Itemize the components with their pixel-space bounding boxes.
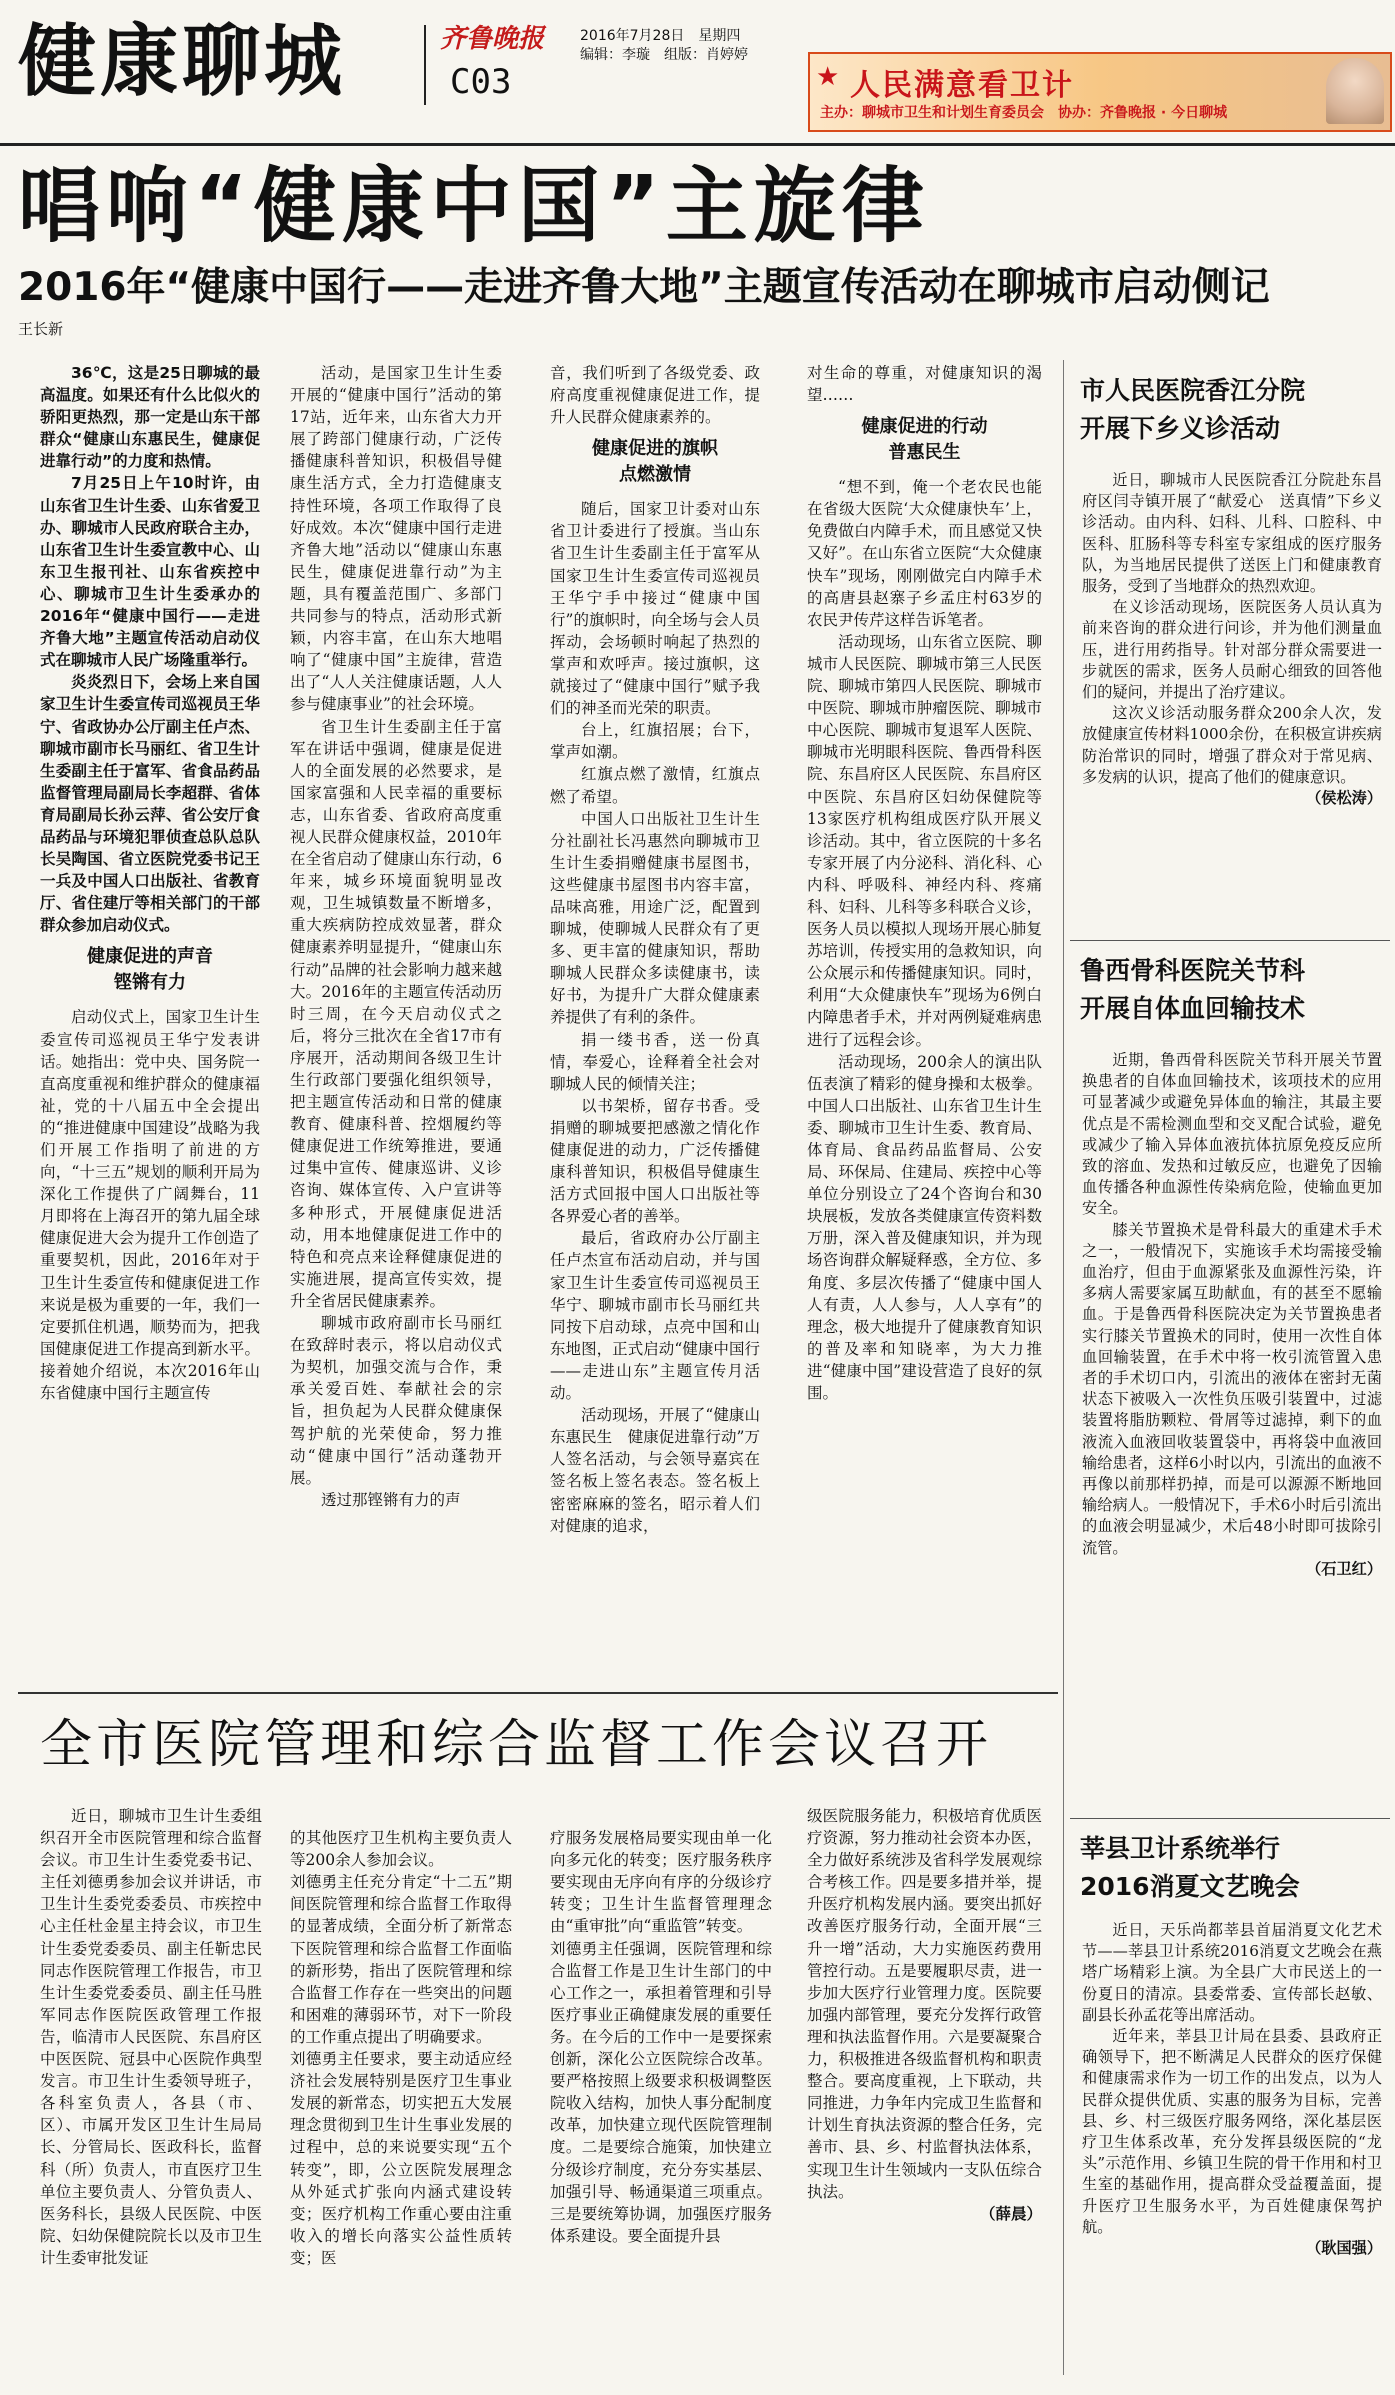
paragraph: “想不到，俺一个老农民也能在省级大医院‘大众健康快车’上，免费做白内障手术，而且感觉又快又好”。在山东省立医院“大众健康快车”现场，刚刚做完白内障手术的高唐县赵寨子乡孟庄村63岁的农民尹传芹这样告诉笔者。 (807, 478, 1042, 629)
paragraph: 膝关节置换术是骨科最大的重建术手术之一，一般情况下，实施该手术均需接受输血治疗，但由于血源紧张及血源性污染，许多病人需要家属互助献血，有的甚至不愿输血。于是鲁西骨科医院决定为关节置换患者实行膝关节置换术的同时，使用一次性自体血回输装置，在手术中将一枚引流管置入患者的手术切口内，引流出的液体在密封无菌状态下被吸入一次性负压吸引装置中，过滤装置将脂肪颗粒、骨屑等过滤掉，剩下的血液流入血液回收装置袋中，再将袋中血液回输给患者，这样6小时以内，引流出的血液不再像以前那样扔掉，而是可以源源不断地回输给病人。一般情况下，手术6小时后引流出的血液会明显减少，术后48小时即可拔除引流管。 (1082, 1220, 1382, 1557)
paragraph: 活动现场，山东省立医院、聊城市人民医院、聊城市第三人民医院、聊城市第四人民医院、聊城市中医院、聊城市肿瘤医院、聊城市中心医院、聊城市复退军人医院、聊城市光明眼科医院、鲁西骨科医院、东昌府区人民医院、东昌府区中医院、东昌府区妇幼保健院等13家医疗机构组成医疗队开展义诊活动。其中，省立医院的十多名专家开展了内分泌科、消化科、心内科、呼吸科、神经内科、疼痛科、妇科、儿科等多科联合义诊，医务人员以模拟人现场开展心肺复苏培训，传授实用的急救知识，向公众展示和传播健康知识。同时，利用“大众健康快车”现场为6例白内障患者手术，并对两例疑难病患进行了远程会诊。 (807, 632, 1042, 1049)
paragraph: 近日，天乐尚都莘县首届消夏文化艺术节——莘县卫计系统2016消夏文艺晚会在燕塔广场精彩上演。为全县广大市民送上的一份夏日的清凉。县委常委、宣传部长赵敏、副县长孙孟花等出席活动。 (1082, 1921, 1382, 2024)
article-column-3 (550, 362, 760, 1687)
article-column-2 (290, 362, 502, 1687)
article-column-1 (40, 362, 260, 1687)
article2-column-2 (290, 1805, 512, 2380)
divider (424, 25, 426, 105)
section-heading: 健康促进的旗帜 点燃激情 (592, 438, 718, 486)
paragraph: 最后，省政府办公厅副主任卢杰宣布活动启动，并与国家卫生计生委宣传司巡视员王华宁、聊城市副市长马丽红共同按下启动球，点亮中国和山东地图，正式启动“健康中国行——走进山东”主题宣传月活动。 (550, 1229, 760, 1403)
paragraph: 疗服务发展格局要实现由单一化向多元化的转变；医疗服务秩序要实现由无序向有序的分级诊疗转变；卫生计生监督管理理念由“重审批”向“重监管”转变。 刘德勇主任强调，医院管理和综合监督工作是卫生计生部门的中心工作之一，承担着管理和引导医疗事业正确健康发展的重要任务。在今后的工作中一是要探索创新，深化公立医院综合改革。要严格按照上级要求积极调整医院收入结构，加快人事分配制度改革，加快建立现代医院管理制度。二是要综合施策，加快建立分级诊疗制度，充分夯实基层、加强引导、畅通渠道三项重点。三是要统筹协调，加强医疗服务体系建设。要全面提升县 (550, 1829, 772, 2245)
paragraph: 活动现场，开展了“健康山东惠民生 健康促进靠行动”万人签名活动，与会领导嘉宾在签名板上签名表态。签名板上密密麻麻的签名，昭示着人们对健康的追求， (550, 1406, 760, 1535)
column-divider (1063, 360, 1064, 2375)
paragraph: 启动仪式上，国家卫生计生委宣传司巡视员王华宁发表讲话。她指出：党中央、国务院一直高度重视和维护群众的健康福祉，党的十八届五中全会提出的“推进健康中国建设”战略为我们开展工作指明了前进的方向，“十三五”规划的顺利开局为深化工作提供了广阔舞台，11月即将在上海召开的第九届全球健康促进大会为提升工作创造了重要契机，因此，2016年对于卫生计生委宣传和健康促进工作来说是极为重要的一年，我们一定要抓住机遇，顺势而为，把我国健康促进工作提高到新水平。接着她介绍说，本次2016年山东省健康中国行主题宣传 (40, 1008, 260, 1403)
author-signature: （耿国强） (1306, 2239, 1382, 2258)
paragraph: 随后，国家卫计委对山东省卫计委进行了授旗。当山东省卫生计生委副主任于富军从国家卫生计生委宣传司巡视员王华宁手中接过“健康中国行”的旗帜时，向全场与会人员挥动，会场顿时响起了热烈的掌声和欢呼声。接过旗帜，这就接过了“健康中国行”赋予我们的神圣而光荣的职责。 (550, 500, 760, 718)
paragraph: 中国人口出版社卫生计生分社副社长冯惠然向聊城市卫生计生委捐赠健康书屋图书，这些健康书屋图书内容丰富，品味高雅，用途广泛，配置到聊城，使聊城人民群众有了更多、更丰富的健康知识，帮助聊城人民群众多读健康书，读好书，为提升广大群众健康素养提供了有利的条件。 (550, 809, 760, 1027)
paragraph: 的其他医疗卫生机构主要负责人等200余人参加会议。 刘德勇主任充分肯定“十二五”期间医院管理和综合监督工作取得的显著成绩，全面分析了新常态下医院管理和综合监督工作面临的新形势，指出了医院管理和综合监督工作存在一些突出的问题和困难的薄弱环节，对下一阶段的工作重点提出了明确要求。 刘德勇主任要求，要主动适应经济社会发展特别是医疗卫生事业发展的新常态，切实把五大发展理念贯彻到卫生计生事业发展的过程中，总的来说要实现“五个转变”，即，公立医院发展理念从外延式扩张向内涵式建设转变；医疗机构工作重心要由注重收入的增长向落实公益性质转变；医 (290, 1829, 512, 2267)
author-signature: （侯松涛） (1306, 789, 1382, 808)
ad-title: 人民满意看卫计 (850, 68, 1074, 103)
paragraph: 近期，鲁西骨科医院关节科开展关节置换患者的自体血回输技术，该项技术的应用可显著减少或避免异体血的输注，其最主要优点是不需检测血型和交叉配合试验，避免或减少了输入异体血液抗体抗原免疫反应所致的溶血、发热和过敏反应，也避免了因输血传播各种血源性传染病危险，使输血更加安全。 (1082, 1051, 1382, 1218)
section-heading: 健康促进的行动 普惠民生 (861, 416, 988, 464)
paragraph: 台上，红旗招展；台下，掌声如潮。 (550, 721, 760, 762)
paragraph: 近年来，莘县卫计局在县委、县政府正确领导下，把不断满足人民群众的医疗保健和健康需求作为一切工作的出发点，以为人民群众提供优质、实惠的服务为目标，完善县、乡、村三级医疗服务网络，深化基层医疗卫生体系改革，充分发挥县级医院的“龙头”示范作用、乡镇卫生院的骨干作用和村卫生室的基础作用，提高群众受益覆盖面，提升医疗卫生服务水平，为百姓健康保驾护航。 (1082, 2027, 1382, 2236)
date-line: 2016年7月28日 星期四 (580, 28, 741, 44)
paragraph: 音，我们听到了各级党委、政府高度重视健康促进工作，提升人民群众健康素养的。 (550, 364, 760, 427)
paragraph: 近日，聊城市卫生计生委组织召开全市医院管理和综合监督会议。市卫生计生委党委书记、主任刘德勇参加会议并讲话，市卫生计生委党委委员、市疾控中心主任杜金星主持会议，市卫生计生委党委委员、副主任靳忠民同志作医院管理工作报告，市卫生计生委党委委员、副主任马胜军同志作医院医政管理工作报告，临清市人民医院、东昌府区中医医院、冠县中心医院作典型发言。市卫生计生委领导班子，各科室负责人，各县（市、区）、市属开发区卫生计生局局长、分管局长、医政科长，监督科（所）负责人，市直医疗卫生单位主要负责人、分管负责人、医务科长，县级人民医院、中医院、妇幼保健院院长以及市卫生计生委审批发证 (40, 1807, 262, 2267)
page-number: C03 (450, 62, 512, 102)
paragraph: 级医院服务能力，积极培育优质医疗资源，努力推动社会资本办医，全力做好系统涉及省科学发展观综合考核工作。四是要多措并举，提升医疗机构发展内涵。要突出抓好改善医疗服务行动，全面开展“三升一增”活动，大力实施医药费用管控行动。五是要履职尽责，进一步加大医疗行业管理力度。医院要加强内部管理，要充分发挥行政管理和执法监督作用。六是要凝聚合力，积极推进各级监督机构和职责整合。要高度重视，上下联动，共同推进，力争年内完成卫生监督和计划生育执法资源的整合任务，完善市、县、乡、村监督执法体系，实现卫生计生领域内一支队伍综合执法。 (807, 1807, 1042, 2201)
ad-banner (808, 52, 1392, 132)
section-rule (18, 1692, 1058, 1694)
article2-column-1 (40, 1805, 262, 2380)
paragraph: 近日，聊城市人民医院香江分院赴东昌府区闫寺镇开展了“献爱心 送真情”下乡义诊活动。由内科、妇科、儿科、口腔科、中医科、肛肠科等专科室专家组成的医疗服务队，为当地居民提供了送医上门和健康教育服务，受到了当地群众的热烈欢迎。 (1082, 471, 1382, 596)
sidebar-article-title: 鲁西骨科医院关节科 开展自体血回输技术 (1080, 956, 1306, 1023)
byline: 王长新 (18, 320, 64, 338)
lead-paragraph: 炎炎烈日下，会场上来自国家卫生计生委宣传司巡视员王华宁、省政协办公厅副主任卢杰、聊城市副市长马丽红、省卫生计生委副主任于富军、省食品药品监督管理局副局长李超群、省体育局副局长孙云萍、省公安厅食品药品与环境犯罪侦查总队总队长吴陶国、省立医院党委书记王一兵及中国人口出版社、省教育厅、省住建厅等相关部门的干部群众参加启动仪式。 (40, 673, 260, 935)
nurse-photo (1326, 58, 1384, 124)
paragraph: 活动现场，200余人的演出队伍表演了精彩的健身操和太极拳。中国人口出版社、山东省卫生计生委、聊城市卫生计生委、教育局、体育局、食品药品监督局、公安局、环保局、住建局、疾控中心等单位分别设立了24个咨询台和30块展板，发放各类健康宣传资料数万册，深入普及健康知识，并为现场咨询群众解疑释惑，全方位、多角度、多层次传播了“健康中国人人有责，人人参与，人人享有”的理念，极大地提升了健康教育知识的普及率和知晓率，为大力推进“健康中国”建设营造了良好的氛围。 (807, 1052, 1042, 1403)
paragraph: 以书架桥，留存书香。受捐赠的聊城要把感激之情化作健康促进的动力，广泛传播健康科普知识，积极倡导健康生活方式回报中国人口出版社等各界爱心者的善举。 (550, 1096, 760, 1226)
paragraph: 这次义诊活动服务群众200余人次，发放健康宣传材料1000余份，在积极宣讲疾病防治常识的同时，增强了群众对于常见病、多发病的认识，提高了他们的健康意识。 (1082, 704, 1382, 786)
sidebar-article-1 (1082, 470, 1382, 930)
masthead (0, 0, 1395, 145)
author-signature: （石卫红） (1306, 1559, 1382, 1578)
subheadline: 2016年“健康中国行——走进齐鲁大地”主题宣传活动在聊城市启动侧记 (18, 265, 1270, 310)
star-icon: ★ (816, 62, 840, 92)
lead-paragraph: 36℃，这是25日聊城的最高温度。如果还有什么比似火的骄阳更热烈，那一定是山东干部群众“健康山东惠民生，健康促进靠行动”的力度和热情。 (40, 364, 260, 471)
section-title: 健康聊城 (18, 17, 347, 107)
paragraph: 活动，是国家卫生计生委开展的“健康中国行”活动的第17站，近年来，山东省大力开展了跨部门健康行动，广泛传播健康科普知识，积极倡导健康生活方式，全力打造健康支持性环境，各项工作取得了良好成效。本次“健康中国行走进齐鲁大地”活动以“健康山东惠民生，健康促进靠行动”为主题，具有覆盖范围广、多部门共同参与的特点，活动形式新颖，内容丰富，在山东大地唱响了“健康中国”主旋律，营造出了“人人关注健康话题，人人参与健康事业”的社会环境。 (290, 364, 502, 714)
divider (1070, 940, 1390, 941)
article2-column-4 (807, 1805, 1042, 2380)
sidebar-article-title: 莘县卫计系统举行 2016消夏文艺晚会 (1080, 1834, 1300, 1901)
paper-logo: 齐鲁晚报 (440, 24, 545, 54)
headline: 唱响“健康中国”主旋律 (18, 159, 930, 254)
paragraph: 透过那铿锵有力的声 (321, 1490, 461, 1509)
divider (1070, 1818, 1390, 1819)
sidebar-article-3 (1082, 1920, 1382, 2385)
top-rule (0, 143, 1395, 146)
ad-subtitle: 主办：聊城市卫生和计划生育委员会 协办：齐鲁晚报 · 今日聊城 (820, 105, 1228, 121)
headline: 全市医院管理和综合监督工作会议召开 (40, 1715, 993, 1775)
editor-line: 编辑：李璇 组版：肖婷婷 (580, 47, 748, 63)
paragraph: 捐一缕书香，送一份真情，奉爱心，诠释着全社会对聊城人民的倾情关注； (550, 1030, 760, 1093)
sidebar-article-title: 市人民医院香江分院 开展下乡义诊活动 (1080, 376, 1306, 443)
lead-paragraph: 7月25日上午10时许，由山东省卫生计生委、山东省爱卫办、聊城市人民政府联合主办，山东省卫生计生委宣教中心、山东卫生报刊社、山东省疾控中心、聊城市卫生计生委承办的2016年“健康中国行——走进齐鲁大地”主题宣传活动启动仪式在聊城市人民广场隆重举行。 (40, 474, 260, 670)
sidebar-article-2 (1082, 1050, 1382, 1810)
author-signature: （薛晨） (979, 2204, 1042, 2223)
paragraph: 对生命的尊重，对健康知识的渴望…… (807, 364, 1042, 405)
paragraph: 红旗点燃了激情，红旗点燃了希望。 (550, 765, 760, 806)
section-heading: 健康促进的声音 铿锵有力 (87, 946, 213, 994)
paragraph: 在义诊活动现场，医院医务人员认真为前来咨询的群众进行问诊，并为他们测量血压，进行用药指导。针对部分群众需要进一步就医的需求，医务人员耐心细致的回答他们的疑问，并提出了治疗建议。 (1082, 598, 1382, 702)
paragraph: 聊城市政府副市长马丽红在致辞时表示，将以启动仪式为契机，加强交流与合作，秉承关爱百姓、奉献社会的宗旨，担负起为人民群众健康保驾护航的光荣使命，努力推动“健康中国行”活动蓬勃开展。 (290, 1314, 502, 1487)
article-column-4 (807, 362, 1042, 1687)
paragraph: 省卫生计生委副主任于富军在讲话中强调，健康是促进人的全面发展的必然要求，是国家富强和人民幸福的重要标志，山东省委、省政府高度重视人民群众健康权益，2010年在全省启动了健康山东行动，6年来，城乡环境面貌明显改观，卫生城镇数量不断增多，重大疾病防控成效显著，群众健康素养明显提升，“健康山东行动”品牌的社会影响力越来越大。2016年的主题宣传活动历时三周，在今天启动仪式之后，将分三批次在全省17市有序展开，活动期间各级卫生计生行政部门要强化组织领导，把主题宣传活动和日常的健康教育、健康科普、控烟履约等健康促进工作统筹推进，要通过集中宣传、健康巡讲、义诊咨询、媒体宣传、入户宣讲等多种形式，开展健康促进活动，用本地健康促进工作中的特色和亮点来诠释健康促进的实施进展，提高宣传实效，提升全省居民健康素养。 (290, 717, 502, 1310)
article2-column-3 (550, 1805, 772, 2380)
